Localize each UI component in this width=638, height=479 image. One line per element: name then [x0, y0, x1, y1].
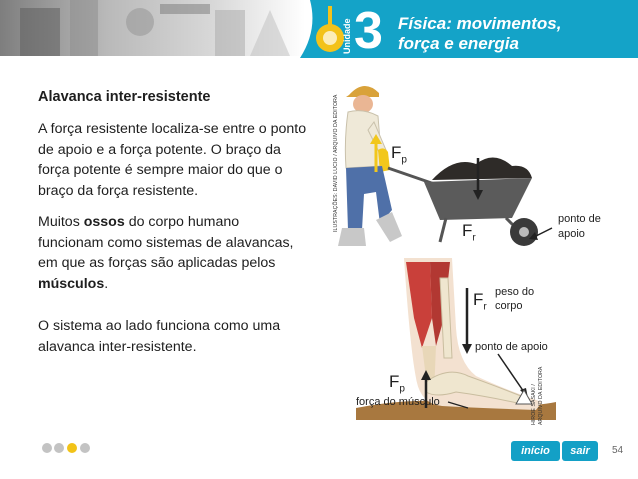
fp-subscript: p: [401, 154, 407, 166]
inicio-button[interactable]: início: [511, 441, 560, 461]
label-fr-wheelbarrow: [462, 221, 476, 243]
paragraph-body-levers: [38, 212, 308, 294]
wheelbarrow-illustration: [336, 80, 562, 252]
fr-subscript-foot: r: [483, 301, 487, 313]
unit-title-line1: Física: movimentos,: [398, 14, 562, 33]
illustration-credit: ILUSTRAÇÕES: DAVID LUCIO / ARQUIVO DA EDITORA: [333, 94, 339, 232]
wheelbarrow-leg: [440, 218, 446, 242]
fr-arrowhead-foot: [462, 344, 472, 354]
foot-credit-line2: ARQUIVO DA EDITORA: [538, 366, 544, 425]
fr-subscript: r: [472, 232, 476, 244]
worker-boot-left: [338, 228, 366, 246]
sair-button[interactable]: sair: [562, 441, 598, 461]
label-fp-foot: [389, 372, 405, 394]
support-pointer: [536, 228, 552, 236]
label-support-foot: ponto de apoio: [475, 341, 548, 353]
unit-label: Unidade: [342, 18, 352, 54]
page-dot-3-active[interactable]: [67, 443, 77, 453]
foot-credit-line1: HIROE SASAKI /: [531, 384, 537, 425]
fp-letter-foot: F: [389, 372, 400, 391]
label-fr-foot: [473, 290, 487, 312]
fr-letter-foot: F: [473, 290, 484, 309]
para2-text-c: do corpo humano funcionam como sistemas de alavancas, em que as forças são aplicadas pelos: [38, 214, 294, 271]
header-banner: [0, 0, 638, 62]
section-title: Alavanca inter-resistente: [38, 89, 211, 105]
label-body-weight: peso do corpo: [495, 286, 535, 312]
fp-subscript-foot: p: [399, 383, 405, 395]
label-fp-wheelbarrow: [391, 143, 407, 165]
paragraph-definition: A força resistente localiza-se entre o ponto de apoio e a força potente. O braço da força potente é sempre maior do que o braço da força resistente.: [38, 121, 307, 199]
wheel-hub: [519, 227, 529, 237]
wheelbarrow-load: [432, 157, 532, 180]
page-dot-4[interactable]: [80, 443, 90, 453]
fp-letter: F: [391, 143, 402, 162]
paragraph-figure-note: O sistema ao lado funciona como uma alavanca inter-resistente.: [38, 318, 281, 355]
page-dot-1[interactable]: [42, 443, 52, 453]
label-support-wheelbarrow: ponto de apoio: [558, 213, 601, 240]
label-muscle-force: força do músculo: [356, 396, 440, 408]
page-dot-2[interactable]: [54, 443, 64, 453]
unit-number: 3: [354, 2, 383, 60]
fr-letter: F: [462, 221, 473, 240]
header-photo-strip: [0, 0, 305, 56]
para2-text-e: .: [104, 275, 109, 292]
para2-text-a: Muitos: [38, 214, 84, 230]
support-pointer-foot: [498, 354, 524, 392]
page-number: 54: [612, 445, 624, 456]
para2-bold-ossos: ossos: [83, 214, 125, 230]
para2-bold-musculos: músculos: [38, 275, 105, 292]
unit-title-line2: força e energia: [398, 34, 519, 53]
